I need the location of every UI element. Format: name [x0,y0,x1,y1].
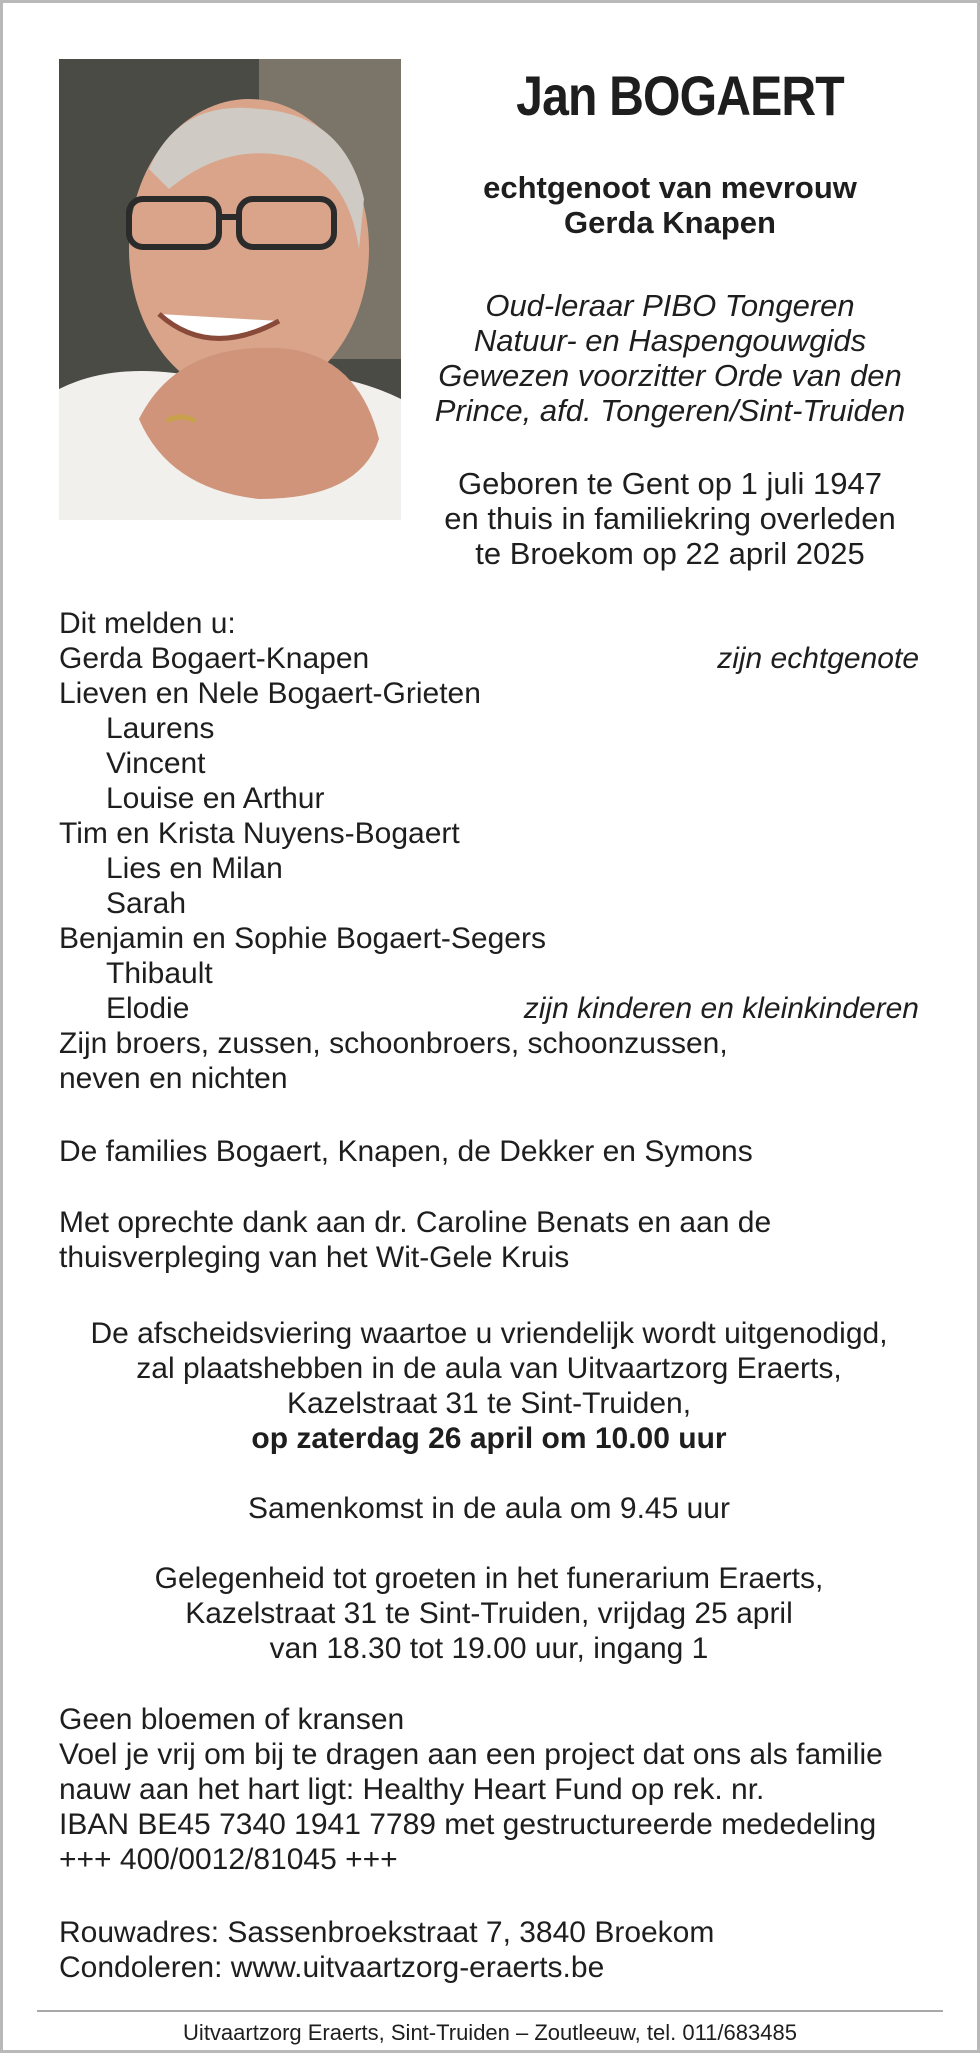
address-line: Rouwadres: Sassenbroekstraat 7, 3840 Broekom [59,1916,715,1949]
title-line: Prince, afd. Tongeren/Sint-Truiden [434,393,906,428]
visitation-line: Kazelstraat 31 te Sint-Truiden, vrijdag 25 april [185,1597,793,1630]
spouse-block [390,170,950,240]
family-row [59,641,919,676]
families-line [59,1134,929,1169]
portrait-illustration [59,59,401,520]
thanks-line: thuisverpleging van het Wit-Gele Kruis [59,1241,570,1274]
family-intro: Dit melden u: [59,607,236,640]
family-name: Elodie [106,992,190,1025]
birth-line: en thuis in familiekring overleden [444,501,896,536]
visitation-line: van 18.30 tot 19.00 uur, ingang 1 [269,1632,709,1665]
visitation-block [59,1561,919,1666]
family-row: Benjamin en Sophie Bogaert-Segers [59,922,546,955]
ceremony-block [59,1316,919,1456]
family-row: Lies en Milan [106,852,283,885]
family-row [59,991,919,1026]
titles-block [390,288,950,428]
thanks-line: Met oprechte dank aan dr. Caroline Benats en aan de [59,1206,772,1239]
donation-line: IBAN BE45 7340 1941 7789 met gestructureerde mededeling [59,1808,877,1841]
donation-line: Voel je vrij om bij te dragen aan een project dat ons als familie [59,1738,883,1771]
spouse-line: echtgenoot van mevrouw [483,170,857,205]
families-text: De families Bogaert, Knapen, de Dekker en Symons [59,1135,753,1168]
gathering-line: Samenkomst in de aula om 9.45 uur [248,1492,730,1525]
portrait-photo [59,59,401,520]
family-name: Gerda Bogaert-Knapen [59,642,370,675]
family-row: Louise en Arthur [106,782,325,815]
family-row: Sarah [106,887,187,920]
birth-block [390,466,950,571]
family-row: Lieven en Nele Bogaert-Grieten [59,677,481,710]
title-line: Gewezen voorzitter Orde van den [438,358,902,393]
ceremony-line: zal plaatshebben in de aula van Uitvaartzorg Eraerts, [136,1352,842,1385]
title-line: Oud-leraar PIBO Tongeren [485,288,855,323]
condolence-line: Condoleren: www.uitvaartzorg-eraerts.be [59,1951,605,1984]
family-list [59,606,919,1096]
footer-divider [37,2010,943,2012]
title-line: Natuur- en Haspengouwgids [473,323,867,358]
family-row: neven en nichten [59,1062,288,1095]
donation-line: nauw aan het hart ligt: Healthy Heart Fund op rek. nr. [59,1773,765,1806]
family-row: Laurens [106,712,215,745]
family-row: Vincent [106,747,206,780]
donation-line: +++ 400/0012/81045 +++ [59,1843,398,1876]
donation-line: Geen bloemen of kransen [59,1703,405,1736]
thanks-block [59,1205,929,1275]
family-row: Tim en Krista Nuyens-Bogaert [59,817,460,850]
family-relation: zijn echtgenote [717,642,919,675]
family-row: Zijn broers, zussen, schoonbroers, schoonzussen, [59,1027,728,1060]
visitation-line: Gelegenheid tot groeten in het funerarium Eraerts, [154,1562,824,1595]
birth-line: Geboren te Gent op 1 juli 1947 [458,466,882,501]
birth-line: te Broekom op 22 april 2025 [475,536,865,571]
ceremony-date: op zaterdag 26 april om 10.00 uur [251,1422,727,1455]
gathering-block [59,1491,919,1526]
ceremony-line: Kazelstraat 31 te Sint-Truiden, [286,1387,692,1420]
donation-block [59,1702,929,1877]
contact-block [59,1915,929,1985]
family-row: Thibault [106,957,213,990]
deceased-name: Jan BOGAERT [516,64,844,127]
funeral-home-footer: Uitvaartzorg Eraerts, Sint-Truiden – Zoutleeuw, tel. 011/683485 [183,2020,797,2045]
family-relation: zijn kinderen en kleinkinderen [523,992,919,1025]
ceremony-line: De afscheidsviering waartoe u vriendelijk wordt uitgenodigd, [90,1317,888,1350]
spouse-name: Gerda Knapen [564,205,776,240]
